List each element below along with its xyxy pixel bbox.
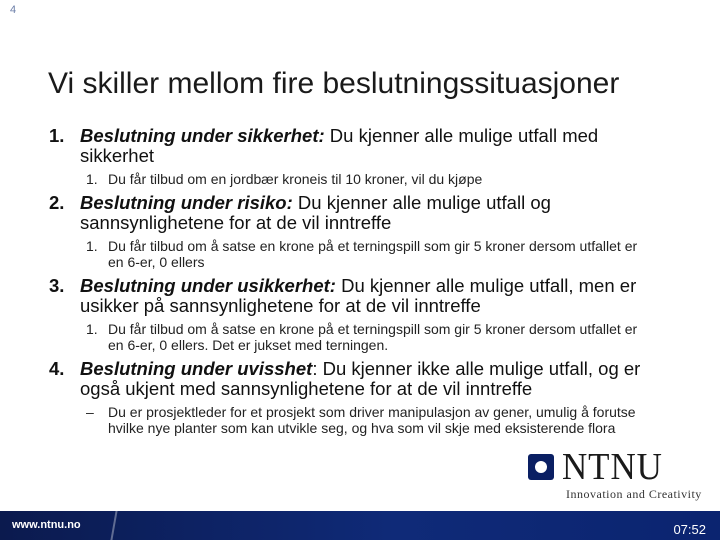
logo-tagline: Innovation and Creativity bbox=[566, 487, 702, 501]
sub-list-item bbox=[86, 404, 653, 436]
item-text: Du kjenner alle mulige utfall, men er usikker på sannsynlighetene for at de vil inntreffe bbox=[80, 275, 637, 316]
item-term: Beslutning under uvisshet bbox=[80, 358, 313, 379]
item-term: Beslutning under usikkerhet: bbox=[80, 275, 336, 296]
item-text: : Du kjenner ikke alle mulige utfall, og er også ukjent med sannsynlighetene for at de vil inntreffe bbox=[80, 358, 641, 399]
bullet-list bbox=[0, 126, 720, 442]
sub-item-number: – bbox=[86, 404, 94, 420]
sub-item-text: Du får tilbud om å satse en krone på et terningspill som gir 5 kroner dersom utfallet er en 6-er, 0 ellers. Det er jukset med terningen. bbox=[108, 321, 638, 353]
footer-time: 07:52 bbox=[673, 522, 706, 537]
item-text: Du kjenner alle mulige utfall med sikkerhet bbox=[80, 125, 599, 166]
item-term: Beslutning under sikkerhet: bbox=[80, 125, 325, 146]
footer-url: www.ntnu.no bbox=[12, 519, 81, 531]
sub-item-text: Du får tilbud om å satse en krone på et terningspill som gir 5 kroner dersom utfallet er en 6-er, 0 ellers bbox=[108, 238, 638, 270]
slide-number: 4 bbox=[10, 4, 17, 16]
logo-name: NTNU bbox=[562, 446, 663, 488]
item-number: 1. bbox=[49, 125, 65, 146]
sub-item-number: 1. bbox=[86, 238, 98, 254]
list-item bbox=[49, 125, 670, 166]
list-item bbox=[49, 192, 670, 233]
sub-item-number: 1. bbox=[86, 321, 98, 337]
sub-list-item bbox=[86, 238, 653, 270]
item-number: 2. bbox=[49, 192, 65, 213]
ntnu-logo-mark-icon bbox=[528, 454, 554, 480]
sub-item-text: Du får tilbud om en jordbær kroneis til 10 kroner, vil du kjøpe bbox=[108, 171, 483, 187]
item-term: Beslutning under risiko: bbox=[80, 192, 293, 213]
footer-divider bbox=[110, 511, 117, 540]
list-item bbox=[49, 275, 670, 316]
slide-title: Vi skiller mellom fire beslutningssituasjoner bbox=[48, 67, 620, 100]
sub-list-item bbox=[86, 171, 653, 187]
list-item bbox=[49, 358, 670, 399]
item-number: 3. bbox=[49, 275, 65, 296]
item-number: 4. bbox=[49, 358, 65, 379]
sub-item-number: 1. bbox=[86, 171, 98, 187]
ntnu-logo bbox=[528, 446, 708, 506]
footer-bar bbox=[0, 511, 720, 540]
item-text: Du kjenner alle mulige utfall og sannsynlighetene for at de vil inntreffe bbox=[80, 192, 551, 233]
sub-list-item bbox=[86, 321, 653, 353]
sub-item-text: Du er prosjektleder for et prosjekt som driver manipulasjon av gener, umulig å forutse hvilke nye planter som kan utvikle seg, og hva som vil skje med eksisterende flora bbox=[108, 404, 636, 436]
